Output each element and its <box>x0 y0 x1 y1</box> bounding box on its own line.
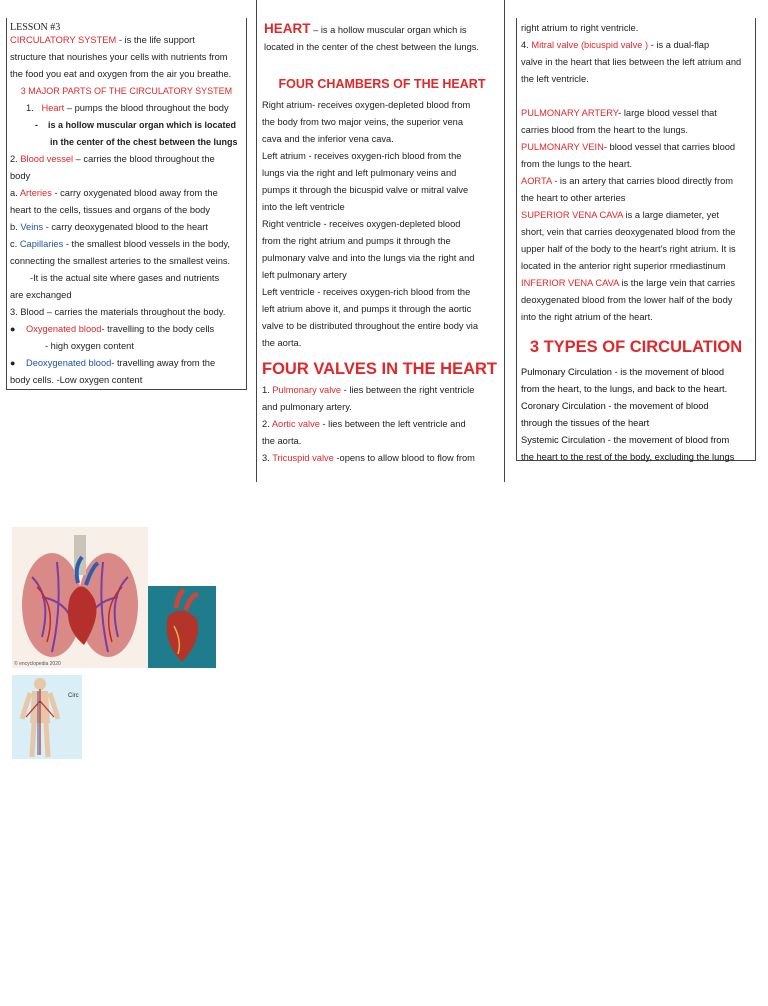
heart-intro: HEART – is a hollow muscular organ which is <box>264 21 467 36</box>
capillaries-item: c. Capillaries - the smallest blood vessels in the body, <box>10 239 230 249</box>
valves-heading: FOUR VALVES IN THE HEART <box>262 360 497 378</box>
heart-lungs-image <box>12 527 148 668</box>
bullet-icon: ● <box>10 324 16 334</box>
circulatory-body-illustration <box>12 675 82 759</box>
chamber-line: left pulmonary artery <box>262 270 347 280</box>
chamber-line: cava and the inferior vena cava. <box>262 134 394 144</box>
circulation-types-heading: 3 TYPES OF CIRCULATION <box>529 338 743 356</box>
chamber-line: lungs via the right and left pulmonary veins and <box>262 168 457 178</box>
heart-image <box>148 586 216 668</box>
circulatory-body-image <box>12 675 82 759</box>
chamber-line: valve to be distributed throughout the entire body via <box>262 321 479 331</box>
deoxygenated-bullet: ● Deoxygenated blood- travelling away from the <box>10 355 243 372</box>
arteries-item: a. Arteries - carry oxygenated blood away from the <box>10 188 218 198</box>
blood-item: 3. Blood – carries the materials throughout the body. <box>10 307 226 317</box>
circulation-type-line: the heart to the rest of the body, excluding the lungs <box>521 452 735 462</box>
circulation-type-line: Systemic Circulation - the movement of blood from <box>521 435 730 445</box>
chamber-line: from the right atrium and pumps it through the <box>262 236 451 246</box>
valve-item: 2. Aortic valve - lies between the left ventricle and <box>262 419 466 429</box>
veins-item: b. Veins - carry deoxygenated blood to the heart <box>10 222 208 232</box>
chambers-heading: FOUR CHAMBERS OF THE HEART <box>278 77 486 91</box>
parts-heading: 3 MAJOR PARTS OF THE CIRCULATORY SYSTEM <box>20 86 233 96</box>
circulation-type-line: Pulmonary Circulation - is the movement of blood <box>521 367 725 377</box>
column-circulatory-system: CIRCULATORY SYSTEM - is the life support structure that nourishes your cells with nutrients from the food you eat and oxygen from the air you breathe. 3 MAJOR PARTS OF THE CIRCULATORY SYSTEM 1. Heart – pumps the blood throughout the body - is a hollow muscular organ which is located in the center of the chest between the lungs 2. Blood vessel – carries the blood throughout the body a. Arteries - carry oxygenated blood away from the heart to the cells, tissues and organs of the body b. Veins - carry deoxygenated blood to the heart c. Capillaries - the smallest blood vessels in the body, connecting the smallest arteries to the smallest veins. -It is the actual site where gases and nutrients are exchanged 3. Blood – carries the materials throughout the body. ● Oxygenated blood- travelling to the body cells - high oxygen content ● Deoxygenated blood- travelling away from the body cells. -Low oxygen content <box>6 18 247 390</box>
bullet-icon: ● <box>10 358 16 368</box>
chamber-line: Right atrium- receives oxygen-depleted blood from <box>262 100 471 110</box>
chamber-line: into the left ventricle <box>262 202 345 212</box>
column-heart: HEART – is a hollow muscular organ which is located in the center of the chest between the lungs. FOUR CHAMBERS OF THE HEART Right atrium- receives oxygen-depleted blood from the body from two major veins, the superior vena cava and the inferior vena cava. Left atrium - receives oxygen-rich blood from the lungs via the right and left pulmonary veins and pumps it through the bicuspid valve or mitral valve into the left ventricle Right ventricle - receives oxygen-depleted blood from the right atrium and pumps it through the pulmonary valve and into the lungs via the right and left pulmonary artery Left ventricle - receives oxygen-rich blood from the left atrium above it, and pumps it through the aortic valve to be distributed throughout the entire body via the aorta. FOUR VALVES IN THE HEART 1. Pulmonary valve - lies between the right ventricle and pulmonary artery. 2. Aortic valve - lies between the left ventricle and the aorta. 3. Tricuspid valve -opens to allow blood to flow from <box>262 20 502 467</box>
chamber-line: the aorta. <box>262 338 302 348</box>
heart-illustration <box>148 586 216 668</box>
chamber-line: Right ventricle - receives oxygen-depleted blood <box>262 219 461 229</box>
circ-intro: CIRCULATORY SYSTEM - is the life support <box>10 35 195 45</box>
chamber-line: Left atrium - receives oxygen-rich blood from the <box>262 151 462 161</box>
column-vessels-circulation: right atrium to right ventricle. 4. Mitral valve (bicuspid valve ) - is a dual-flap valve in the heart that lies between the left atrium and the left ventricle. PULMONARY ARTERY- large blood vessel that carries blood from the heart to the lungs. PULMONARY VEIN- blood vessel that carries blood from the lungs to the heart. AORTA - is an artery that carries blood directly from the heart to other arteries SUPERIOR VENA CAVA is a large diameter, yet short, vein that carries deoxygenated blood from the upper half of the body to the heart's right atrium. It is located in the anterior right superior rmediastinum INFERIOR VENA CAVA is the large vein that carries deoxygenated blood from the lower half of the body into the right atrium of the heart. 3 TYPES OF CIRCULATION Pulmonary Circulation - is the movement of blood from the heart, to the lungs, and back to the heart. Coronary Circulation - the movement of blood through the tissues of the heart Systemic Circulation - the movement of blood from the heart to the rest of the body, excluding the lungs <box>516 18 756 461</box>
chamber-line: pumps it through the bicuspid valve or mitral valve <box>262 185 469 195</box>
chamber-line: the body from two major veins, the superior vena <box>262 117 464 127</box>
circ-title: CIRCULATORY SYSTEM <box>10 35 117 45</box>
heart-lungs-illustration <box>12 527 148 668</box>
valve-item: 4. Mitral valve (bicuspid valve ) - is a dual-flap <box>521 40 710 50</box>
circulation-type-line: Coronary Circulation - the movement of blood <box>521 401 709 411</box>
circulation-types-list <box>521 364 751 466</box>
pulmonary-artery-item: PULMONARY ARTERY- large blood vessel that <box>521 108 717 118</box>
chamber-line: Left ventricle - receives oxygen-rich blood from the <box>262 287 471 297</box>
valve-item: 3. Tricuspid valve -opens to allow blood to flow from <box>262 453 475 463</box>
chamber-line: left atrium above it, and pumps it through the aortic <box>262 304 472 314</box>
column-divider <box>256 0 257 482</box>
image-caption: © encyclopedia 2020 <box>14 661 61 667</box>
chambers-list <box>262 97 502 352</box>
pulmonary-vein-item: PULMONARY VEIN- blood vessel that carries blood <box>521 142 736 152</box>
chamber-line: pulmonary valve and into the lungs via the right and <box>262 253 475 263</box>
circulation-type-line: from the heart, to the lungs, and back to the heart. <box>521 384 728 394</box>
heart-item: 1. Heart – pumps the blood throughout the body <box>26 103 229 113</box>
aorta-item: AORTA - is an artery that carries blood directly from <box>521 176 734 186</box>
lesson-label: LESSON #3 <box>10 22 61 33</box>
vessel-item: 2. Blood vessel – carries the blood throughout the <box>10 154 215 164</box>
image-label: Circ <box>68 693 79 699</box>
inferior-vena-cava-item: INFERIOR VENA CAVA is the large vein that carries <box>521 278 736 288</box>
valve-item: 1. Pulmonary valve - lies between the right ventricle <box>262 385 475 395</box>
oxygenated-bullet: ● Oxygenated blood- travelling to the body cells <box>10 321 243 338</box>
circulation-type-line: through the tissues of the heart <box>521 418 650 428</box>
superior-vena-cava-item: SUPERIOR VENA CAVA is a large diameter, yet <box>521 210 720 220</box>
column-divider <box>504 0 505 482</box>
